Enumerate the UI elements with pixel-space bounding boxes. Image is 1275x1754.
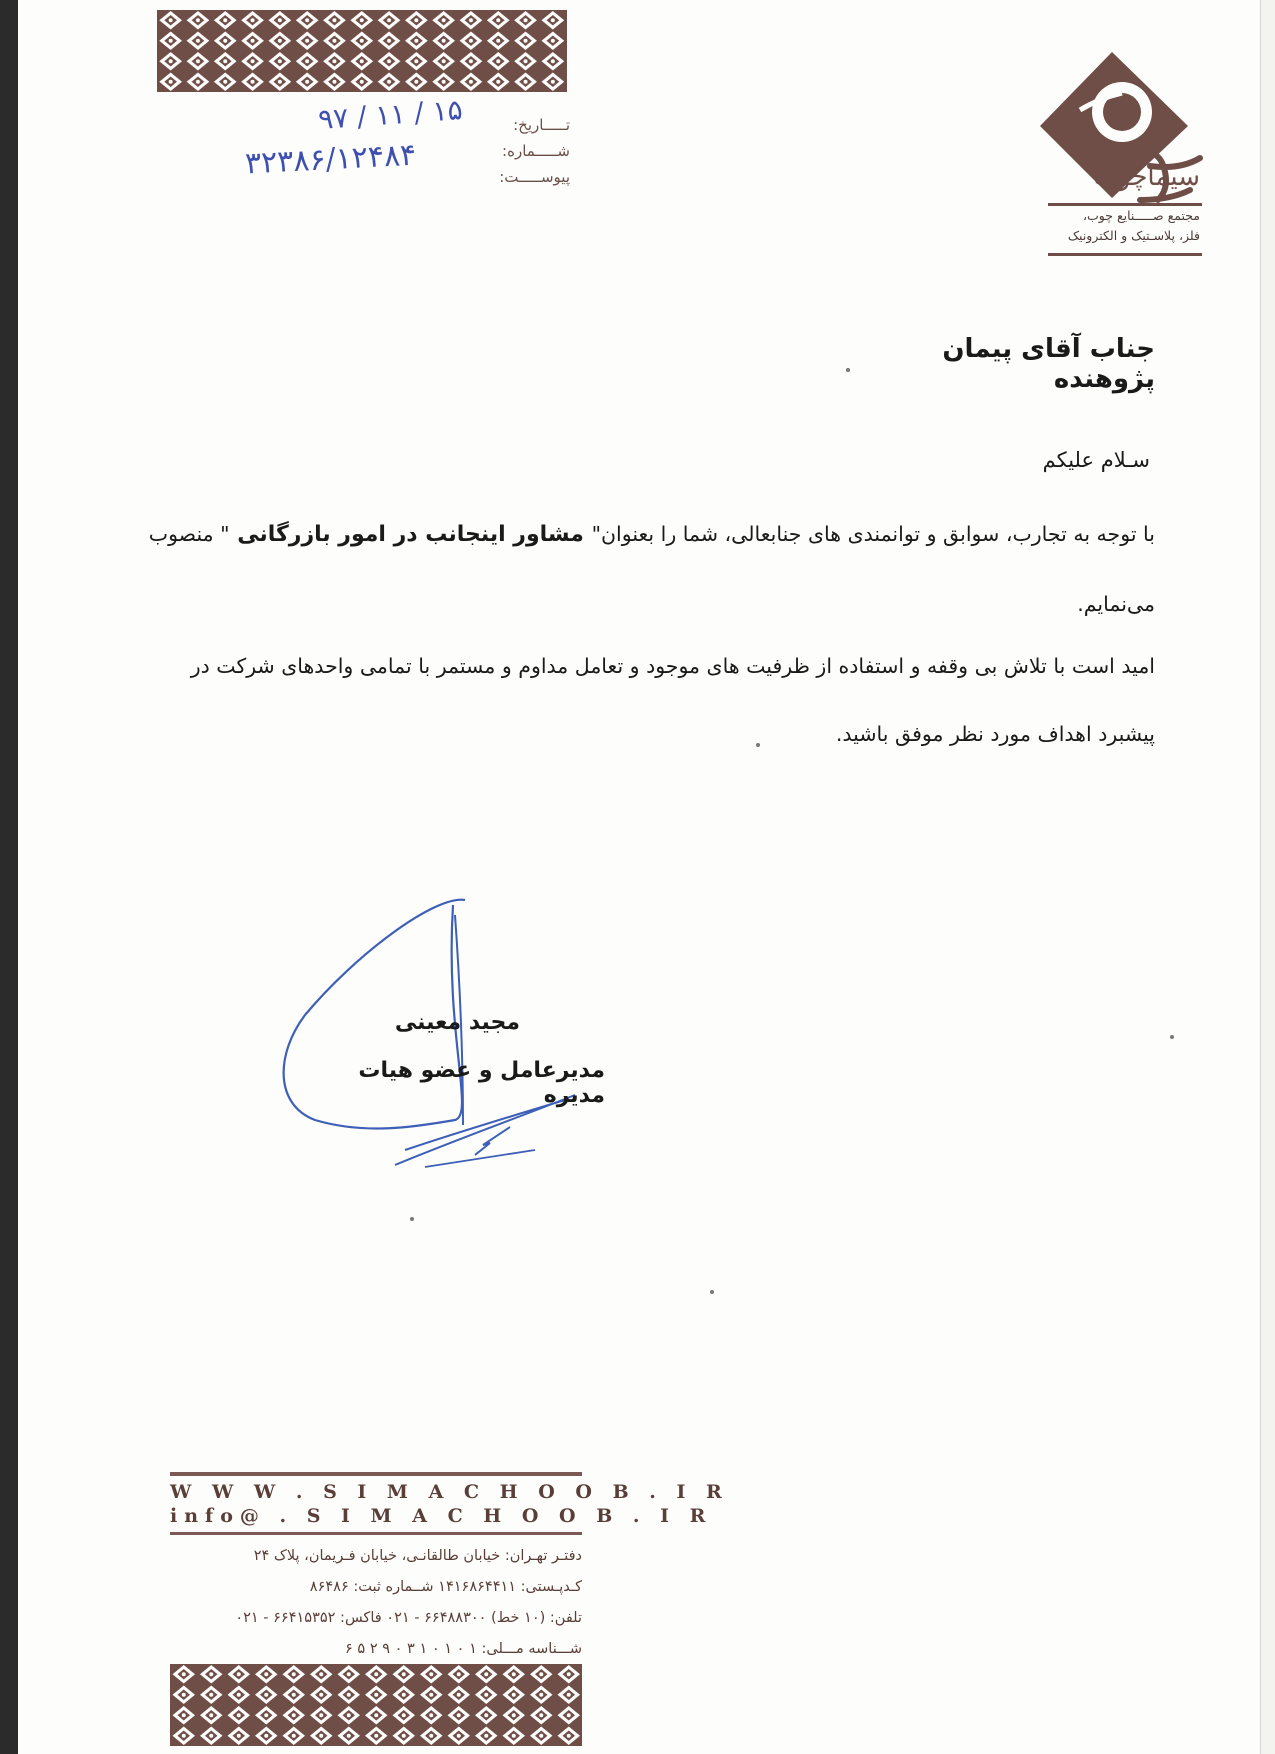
footer-rule-top [170, 1472, 582, 1476]
footer-address: دفتـر تهـران: خیابان طالقانـی، خیابان فـریمان، پلاک ۲۴ [253, 1548, 582, 1564]
decorative-pattern-bottom [170, 1664, 582, 1746]
handwritten-number: ۳۲۳۸۶/۱۲۴۸۴ [244, 137, 418, 182]
scan-edge-right [1260, 0, 1275, 1754]
addressee: جناب آقای پیمان پژوهنده [942, 334, 1155, 394]
scan-speck [710, 1290, 714, 1294]
paragraph-wishes-continuation: پیشبرد اهداف مورد نظر موفق باشید. [835, 722, 1155, 746]
greeting: سـلام علیکم [1042, 448, 1150, 472]
paragraph-wishes: امید است با تلاش بی وقفه و استفاده از ظرفیت های موجود و تعامل مداوم و مستمر با تمامی واحدهای شرکت در [190, 654, 1155, 678]
footer-phone-fax: تلفن: (۱۰ خط) ۶۶۴۸۸۳۰۰ - ۰۲۱ فاکس: ۶۶۴۱۵۳۵۲ - ۰۲۱ [235, 1610, 582, 1626]
paragraph1-before: با توجه به تجارب، سوابق و توانمندی های جنابعالی، شما را بعنوان" [591, 522, 1155, 546]
number-label: شـــــماره: [502, 142, 570, 160]
logo-subtitle-line1: مجتمع صـــــنایع چوب، [1083, 208, 1200, 223]
paragraph-appointment [115, 522, 1155, 547]
scan-speck [1170, 1035, 1174, 1039]
paragraph-appointment-continuation: می‌نمایم. [1077, 592, 1155, 616]
paragraph1-role: مشاور اینجانب در امور بازرگانی [229, 522, 592, 547]
footer-rule-mid [170, 1532, 582, 1535]
logo-rule-bottom [1048, 253, 1202, 256]
footer-email: info@ . S I M A C H O O B . I R [170, 1505, 713, 1527]
scan-edge-left [0, 0, 18, 1754]
logo-subtitle [1040, 206, 1200, 246]
footer-postal-registration: کـدپـستی: ۱۴۱۶۸۶۴۴۱۱ شــماره ثبت: ۸۶۴۸۶ [309, 1579, 582, 1595]
footer-website: W W W . S I M A C H O O B . I R [170, 1481, 729, 1503]
footer [170, 1472, 729, 1665]
logo-brand-text: سیماچوب [1093, 162, 1200, 192]
date-label: تـــــاریخ: [513, 116, 570, 134]
paragraph1-after: " منصوب [148, 522, 230, 546]
scan-speck [846, 368, 850, 372]
decorative-pattern-top [157, 10, 567, 92]
attachment-label: پیوســـــت: [499, 168, 570, 186]
signatory-name: مجید معینی [394, 1010, 520, 1035]
scan-speck [410, 1217, 414, 1221]
signatory-title: مدیرعامل و عضو هیات مدیره [358, 1058, 605, 1108]
scan-speck [756, 743, 760, 747]
logo-subtitle-line2: فلز، پلاسـتیک و الکترونیک [1067, 228, 1200, 243]
handwritten-date: ۹۷ / ۱۱ / ۱۵ [317, 92, 464, 137]
handwritten-signature-icon [275, 895, 605, 1175]
footer-national-id: شـــناسه مـــلی: ۱ ۰ ۱ ۰ ۱ ۳ ۰ ۹ ۲ ۵ ۶ [345, 1641, 582, 1657]
